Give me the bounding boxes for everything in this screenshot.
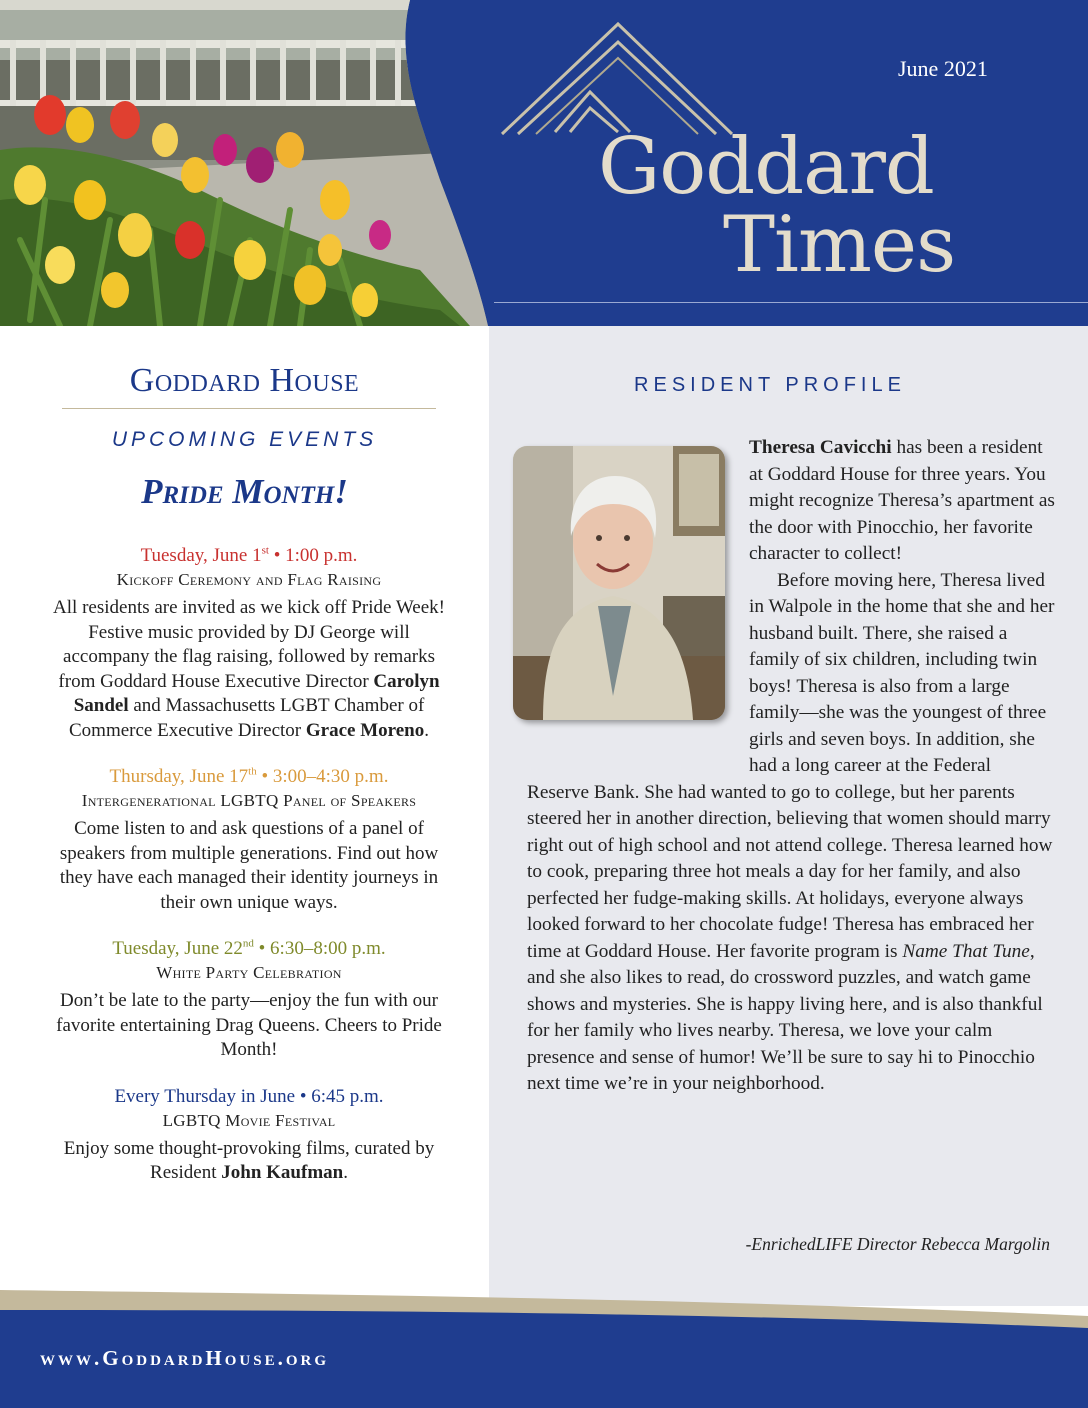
upcoming-events-column [0,326,489,1306]
event-description: Come listen to and ask questions of a panel of speakers from multiple generations. Find out how they have each managed their identity journeys in their own unique ways. [59,818,439,913]
event-date: Every Thursday in June • 6:45 p.m. [114,1085,384,1107]
issue-date: June 2021 [898,56,988,81]
event-item [44,937,454,1063]
org-name: Goddard House [129,362,360,399]
org-name-divider [62,408,436,409]
event-date: Tuesday, June 1st • 1:00 p.m. [140,544,358,566]
masthead-title-line1: Goddard [598,122,934,212]
tulip-garden-photo [0,0,500,326]
event-title: White Party Celebration [156,963,342,982]
masthead-title-line2: Times [723,200,956,290]
profile-author: -EnrichedLIFE Director Rebecca Margolin [745,1234,1050,1254]
events-list [44,544,454,1208]
header-divider [494,302,1088,303]
portrait-spacer [527,435,749,765]
theme-title: Pride Month! [141,472,348,511]
profile-body [527,435,1055,1098]
event-date: Tuesday, June 22nd • 6:30–8:00 p.m. [112,937,386,959]
resident-profile-column [489,326,1088,1306]
event-item [44,1085,454,1186]
event-item [44,765,454,915]
event-description: Enjoy some thought-provoking films, curated by Resident John Kaufman. [63,1137,435,1183]
event-description: Don’t be late to the party—enjoy the fun with our favorite entertaining Drag Queens. Cheers to Pride Month! [56,990,442,1060]
profile-paragraph: Before moving here, Theresa lived in Walpole in the home that she and her husband built. There, she raised a family of six children, including twin boys! Theresa is also from a large family—she was the youngest of three girls and seven boys. In addition, she had a long career at the Federal Reserve Bank. She had wanted to go to college, but her parents steered her in another direction, believing that women should marry right out of high school and not attend college. Theresa learned how to cook, preparing three hot meals a day for her family, and also perfected her fudge-making skills. At holidays, everyone always looked forward to her chocolate fudge! Theresa has embraced her time at Goddard House. Her favorite program is Name That Tune, and she also likes to read, do crossword puzzles, and watch game shows and mysteries. She is happy living here, and is also thankful for her family who lives nearby. Theresa, we love your calm presence and sense of humor! We’ll be sure to say hi to Pinocchio next time we’re in your neighborhood. [527,569,1055,1094]
event-title: Kickoff Ceremony and Flag Raising [116,570,382,589]
events-heading: UPCOMING EVENTS [111,428,378,451]
event-description: All residents are invited as we kick off Pride Week! Festive music provided by DJ George will accompany the flag raising, followed by remarks from Goddard House Executive Director Carolyn Sandel and Massachusetts LGBT Chamber of Commerce Executive Director Grace Moreno. [53,597,445,741]
profile-heading: RESIDENT PROFILE [634,374,906,396]
event-date: Thursday, June 17th • 3:00–4:30 p.m. [109,765,389,787]
event-item [44,544,454,743]
website-link[interactable]: www.GoddardHouse.org [40,1346,330,1370]
event-title: LGBTQ Movie Festival [162,1110,336,1130]
profile-paragraph: Theresa Cavicchi has been a resident at Goddard House for three years. You might recognize Theresa’s apartment as the door with Pinocchio, her favorite character to collect! [749,437,1055,564]
header [0,0,1088,326]
event-title: Intergenerational LGBTQ Panel of Speakers [81,791,417,810]
